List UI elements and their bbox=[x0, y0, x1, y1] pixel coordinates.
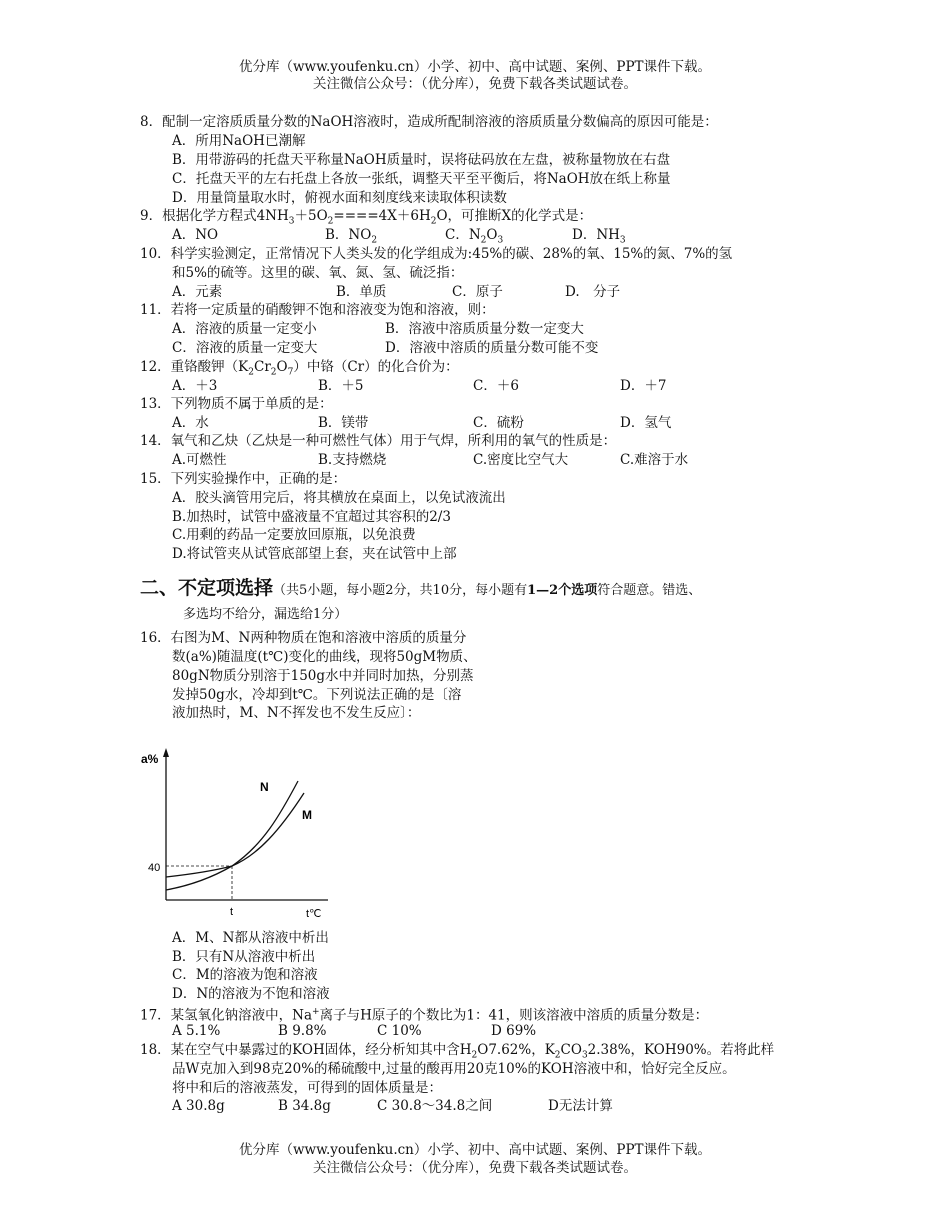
q11-option-a: A．溶液的质量一定变小 bbox=[172, 321, 317, 337]
header-line-1: 优分库（www.youfenku.cn）小学、初中、高中试题、案例、PPT课件下载。 bbox=[238, 59, 712, 75]
q15-option-d: D.将试管夹从试管底部望上套，夹在试管中上部 bbox=[172, 546, 457, 562]
section-2-desc-line-2: 多选均不给分，漏选给1分） bbox=[183, 607, 348, 622]
q10-option-d: D. 分子 bbox=[565, 284, 621, 300]
q18-option-d: D无法计算 bbox=[548, 1098, 613, 1114]
footer-line-2: 关注微信公众号：（优分库），免费下载各类试题试卷。 bbox=[313, 1160, 637, 1176]
q16-option-c: C．M的溶液为饱和溶液 bbox=[172, 967, 318, 983]
q16-option-b: B．只有N从溶液中析出 bbox=[172, 949, 316, 965]
q8-option-d: D．用量筒量取水时，俯视水面和刻度线来读取体积读数 bbox=[172, 190, 507, 206]
q16-option-a: A．M、N都从溶液中析出 bbox=[172, 930, 329, 946]
q13-stem: 13．下列物质不属于单质的是： bbox=[140, 396, 333, 412]
q18-stem-line-3: 将中和后的溶液蒸发，可得到的固体质量是： bbox=[172, 1080, 442, 1096]
y-axis-label: a% bbox=[141, 752, 159, 766]
q9-option-a: A．NO bbox=[172, 227, 219, 243]
q17-option-b: B 9.8% bbox=[278, 1023, 327, 1039]
q10-option-c: C．原子 bbox=[452, 284, 503, 300]
section-2-heading: 二、不定项选择（共5小题，每小题2分，共10分，每小题有1—2个选项符合题意。错选、 bbox=[140, 577, 702, 599]
q11-stem: 11．若将一定质量的硝酸钾不饱和溶液变为饱和溶液，则： bbox=[140, 302, 495, 318]
q12-option-c: C．＋6 bbox=[473, 378, 519, 394]
q14-option-b: B.支持燃烧 bbox=[318, 452, 387, 468]
q11-option-d: D．溶液中溶质的质量分数可能不变 bbox=[385, 340, 599, 356]
q9-option-c: C．$N_2O_3$ bbox=[445, 227, 504, 246]
q17-stem: 17．某氢氧化钠溶液中，Na+离子与H原子的个数比为1：41，则该溶液中溶质的质量分数是： bbox=[140, 1007, 709, 1024]
q15-option-c: C.用剩的药品一定要放回原瓶，以免浪费 bbox=[172, 527, 416, 543]
q12-option-b: B．＋5 bbox=[318, 378, 364, 394]
q11-option-c: C．溶液的质量一定变大 bbox=[172, 340, 318, 356]
curve-n-label: N bbox=[260, 780, 269, 794]
q8-option-c: C．托盘天平的左右托盘上各放一张纸，调整天平至平衡后，将NaOH放在纸上称量 bbox=[172, 171, 671, 187]
q18-option-c: C 30.8～34.8之间 bbox=[377, 1098, 493, 1114]
q8-option-b: B．用带游码的托盘天平称量NaOH质量时，误将砝码放在左盘，被称量物放在右盘 bbox=[172, 152, 671, 168]
q15-option-b: B.加热时，试管中盛液量不宜超过其容积的2/3 bbox=[172, 509, 451, 525]
q14-option-a: A.可燃性 bbox=[172, 452, 227, 468]
q16-stem-line-1: 16．右图为M、N两种物质在饱和溶液中溶质的质量分 bbox=[140, 630, 467, 646]
q14-option-c: C.密度比空气大 bbox=[473, 452, 569, 468]
q10-option-a: A．元素 bbox=[172, 284, 223, 300]
q12-stem: 12．重铬酸钾$(K_2Cr_2O_7)$中铬（Cr）的化合价为： bbox=[140, 359, 459, 378]
q14-option-d: C.难溶于水 bbox=[620, 452, 689, 468]
x-axis-label: t℃ bbox=[306, 908, 322, 920]
x-tick-label: t bbox=[230, 906, 234, 918]
q17-option-a: A 5.1% bbox=[172, 1023, 221, 1039]
q16-stem-line-5: 液加热时，M、N不挥发也不发生反应〕： bbox=[172, 705, 421, 721]
q10-option-b: B．单质 bbox=[336, 284, 387, 300]
q13-option-c: C．硫粉 bbox=[473, 415, 524, 431]
q10-stem-line-1: 10．科学实验测定，正常情况下人类头发的化学组成为:45%的碳、28%的氧、15%的氮、7%的氢 bbox=[140, 246, 733, 262]
curve-m bbox=[166, 793, 304, 877]
solubility-graph bbox=[138, 745, 338, 925]
footer-line-1: 优分库（www.youfenku.cn）小学、初中、高中试题、案例、PPT课件下载。 bbox=[238, 1142, 712, 1158]
q14-stem: 14．氧气和乙炔（乙炔是一种可燃性气体）用于气焊，所利用的氧气的性质是： bbox=[140, 433, 617, 449]
q9-option-d: D．$NH_3$ bbox=[572, 227, 626, 246]
y-axis-arrow bbox=[163, 748, 169, 757]
q8-option-a: A．所用NaOH已潮解 bbox=[172, 133, 306, 149]
y-tick-label: 40 bbox=[148, 862, 161, 874]
q16-stem-line-3: 80gN物质分别溶于150g水中并同时加热，分别蒸 bbox=[172, 668, 474, 684]
q9-stem: 9．根据化学方程式$4NH_3+5O_2====4X+6H_2O$，可推断X的化学式是： bbox=[140, 208, 593, 227]
q16-stem-line-4: 发掉50g水，冷却到t℃。下列说法正确的是〔溶 bbox=[172, 687, 462, 703]
q13-option-b: B．镁带 bbox=[318, 415, 369, 431]
curve-m-label: M bbox=[302, 808, 312, 822]
q15-stem: 15．下列实验操作中，正确的是： bbox=[140, 471, 347, 487]
q13-option-d: D．氢气 bbox=[620, 415, 672, 431]
q16-option-d: D．N的溶液为不饱和溶液 bbox=[172, 986, 330, 1002]
q17-option-c: C 10% bbox=[377, 1023, 422, 1039]
q15-option-a: A．胶头滴管用完后，将其横放在桌面上，以免试液流出 bbox=[172, 490, 506, 506]
q8-stem: 8．配制一定溶质质量分数的NaOH溶液时，造成所配制溶液的溶质质量分数偏高的原因可能是： bbox=[140, 114, 718, 130]
q12-option-a: A．＋3 bbox=[172, 378, 218, 394]
q18-stem-line-1: 18．某在空气中暴露过的KOH固体，经分析知其中含$H_2O7.62\%$，$K_2CO_32.38\%$，KOH90%。若将此样 bbox=[140, 1042, 775, 1061]
q12-option-d: D．＋7 bbox=[620, 378, 667, 394]
header-line-2: 关注微信公众号：（优分库），免费下载各类试题试卷。 bbox=[313, 76, 637, 92]
q13-option-a: A．水 bbox=[172, 415, 209, 431]
q17-option-d: D 69% bbox=[491, 1023, 537, 1039]
q11-option-b: B．溶液中溶质质量分数一定变大 bbox=[385, 321, 584, 337]
q10-stem-line-2: 和5%的硫等。这里的碳、氧、氮、氢、硫泛指： bbox=[172, 265, 464, 281]
q18-option-b: B 34.8g bbox=[278, 1098, 331, 1114]
q18-option-a: A 30.8g bbox=[172, 1098, 225, 1114]
q18-stem-line-2: 品W克加入到98克20%的稀硫酸中,过量的酸再用20克10%的KOH溶液中和，恰好完全反应。 bbox=[172, 1061, 736, 1077]
q9-option-b: B．$NO_2$ bbox=[325, 227, 378, 246]
q16-stem-line-2: 数(a%)随温度(t℃)变化的曲线，现将50gM物质、 bbox=[172, 649, 477, 665]
